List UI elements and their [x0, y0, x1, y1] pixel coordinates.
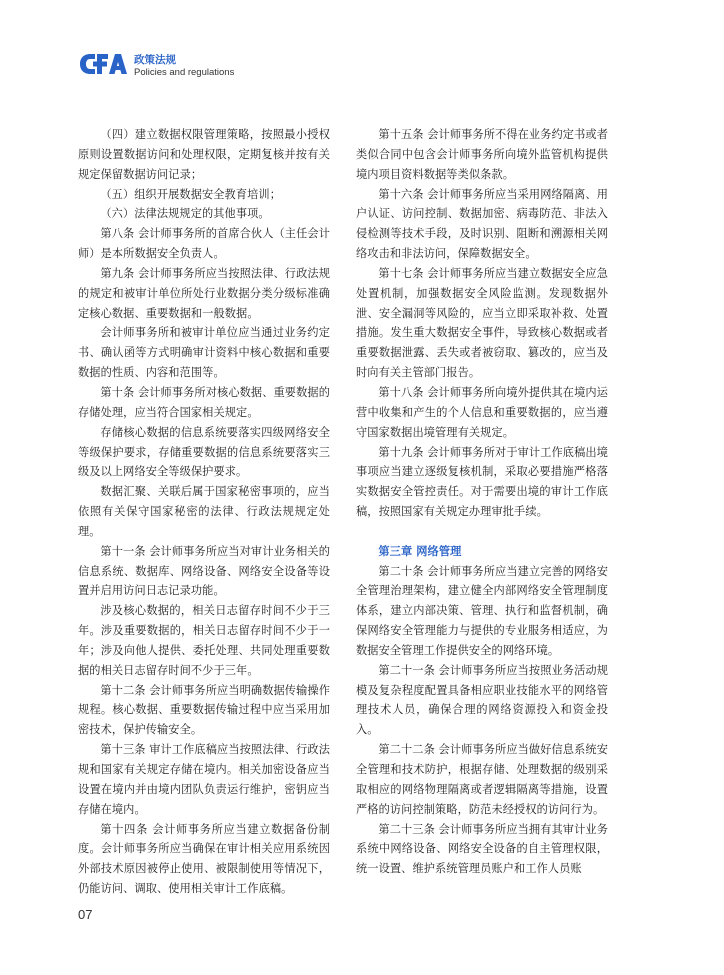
article-9: 第九条 会计师事务所应当按照法律、行政法规的规定和被审计单位所处行业数据分类分级标准确定核心数据、重要数据和一般数据。: [78, 266, 330, 320]
article-10: 第十条 会计师事务所对核心数据、重要数据的存储处理，应当符合国家相关规定。: [78, 385, 330, 419]
article-21: 第二十一条 会计师事务所应当按照业务活动规模及复杂程度配置具备相应职业技能水平的网络管理技术人员，确保合理的网络资源投入和资金投入。: [356, 663, 608, 737]
article-12: 第十二条 会计师事务所应当明确数据传输操作规程。核心数据、重要数据传输过程中应当采用加密技术，保护传输安全。: [78, 683, 330, 737]
section-title-cn: 政策法规: [134, 54, 176, 66]
article-19: 第十九条 会计师事务所对于审计工作底稿出境事项应当建立逐级复核机制，采取必要措施严格落实数据安全管控责任。对于需要出境的审计工作底稿，按照国家有关规定办理审批手续。: [356, 445, 608, 519]
article-8: 第八条 会计师事务所的首席合伙人（主任会计师）是本所数据安全负责人。: [78, 227, 330, 261]
article-14: 第十四条 会计师事务所应当建立数据备份制度。会计师事务所应当确保在审计相关应用系统因外部技术原因被停止使用、被限制使用等情况下，仍能访问、调取、使用相关审计工作底稿。: [78, 822, 330, 896]
page-number: 07: [78, 907, 93, 922]
paragraph: 数据汇聚、关联后属于国家秘密事项的，应当依照有关保守国家秘密的法律、行政法规规定处理。: [78, 485, 330, 538]
article-22: 第二十二条 会计师事务所应当做好信息系统安全管理和技术防护，根据存储、处理数据的级别采取相应的网络物理隔离或者逻辑隔离等措施，设置严格的访问控制策略，防范未经授权的访问行为。: [356, 743, 608, 816]
article-13: 第十三条 审计工作底稿应当按照法律、行政法规和国家有关规定存储在境内。相关加密设备应当设置在境内并由境内团队负责运行维护，密钥应当存储在境内。: [78, 743, 330, 816]
right-column: [356, 125, 608, 879]
article-20: 第二十条 会计师事务所应当建立完善的网络安全管理治理架构，建立健全内部网络安全管理制度体系，建立内部决策、管理、执行和监督机制，确保网络安全管理能力与提供的专业服务相适应，为数据安全管理工作提供安全的网络环境。: [356, 564, 608, 657]
section-title-en: Policies and regulations: [134, 67, 235, 78]
paragraph: 会计师事务所和被审计单位应当通过业务约定书、确认函等方式明确审计资料中核心数据和重要数据的性质、内容和范围等。: [78, 326, 330, 380]
paragraph: （四）建立数据权限管理策略，按照最小授权原则设置数据访问和处理权限，定期复核并按有关规定保留数据访问记录；: [78, 128, 330, 181]
article-23: 第二十三条 会计师事务所应当拥有其审计业务系统中网络设备、网络安全设备的自主管理权限，统一设置、维护系统管理员账户和工作人员账: [356, 822, 608, 876]
paragraph: （五）组织开展数据安全教育培训；: [100, 187, 281, 201]
left-column: [78, 125, 330, 899]
paragraph: （六）法律法规规定的其他事项。: [100, 207, 270, 221]
article-16: 第十六条 会计师事务所应当采用网络隔离、用户认证、访问控制、数据加密、病毒防范、非法入侵检测等技术手段，及时识别、阻断和溯源相关网络攻击和非法访问，保障数据安全。: [356, 187, 608, 261]
paragraph: 存储核心数据的信息系统要落实四级网络安全等级保护要求，存储重要数据的信息系统要落实三级及以上网络安全等级保护要求。: [78, 425, 330, 479]
chapter-heading: 第三章 网络管理: [378, 544, 462, 558]
article-18: 第十八条 会计师事务所向境外提供其在境内运营中收集和产生的个人信息和重要数据的，应当遵守国家数据出境管理有关规定。: [356, 385, 608, 439]
paragraph: 涉及核心数据的，相关日志留存时间不少于三年。涉及重要数据的，相关日志留存时间不少于一年；涉及向他人提供、委托处理、共同处理重要数据的相关日志留存时间不少于三年。: [78, 604, 330, 677]
cicpa-logo-icon: [78, 53, 130, 75]
article-15: 第十五条 会计师事务所不得在业务约定书或者类似合同中包含会计师事务所向境外监管机构提供境内项目资料数据等类似条款。: [356, 128, 608, 181]
article-17: 第十七条 会计师事务所应当建立数据安全应急处置机制，加强数据安全风险监测。发现数据外泄、安全漏洞等风险的，应当立即采取补救、处置措施。发生重大数据安全事件，导致核心数据或者重要数据泄露、丢失或者被窃取、篡改的，应当及时向有关主管部门报告。: [356, 266, 608, 380]
article-11: 第十一条 会计师事务所应当对审计业务相关的信息系统、数据库、网络设备、网络安全设备等设置并启用访问日志记录功能。: [78, 544, 330, 598]
